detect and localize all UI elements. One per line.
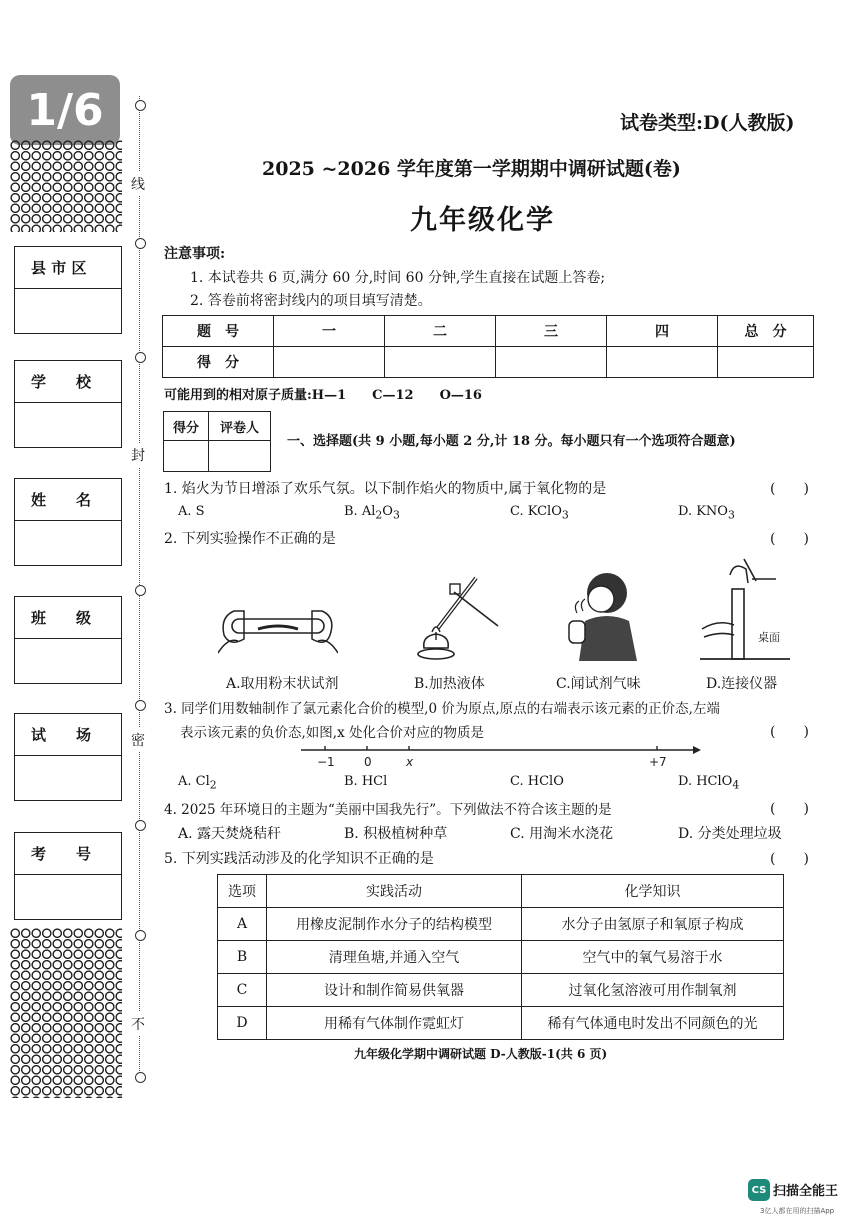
answer-paren: ( ) bbox=[770, 851, 809, 867]
table-cell: 空气中的氧气易溶于水 bbox=[522, 941, 784, 974]
grader-score-cell bbox=[164, 441, 209, 472]
answer-paren: ( ) bbox=[770, 801, 809, 817]
valence-number-line bbox=[295, 744, 705, 770]
desk-label: 桌面 bbox=[758, 631, 780, 644]
axis-label-plus-7: +7 bbox=[649, 755, 667, 769]
scanner-app-name: 扫描全能王 bbox=[773, 1184, 839, 1199]
axis-label-minus-1: −1 bbox=[317, 755, 335, 769]
exam-room-field bbox=[14, 713, 122, 801]
score-table-cell: 四 bbox=[607, 316, 718, 347]
class-field bbox=[14, 596, 122, 684]
question-5-stem: 5. 下列实践活动涉及的化学知识不正确的是 bbox=[164, 851, 434, 867]
practice-knowledge-table bbox=[217, 874, 784, 1040]
score-entry-cell bbox=[718, 347, 814, 378]
table-row bbox=[218, 908, 784, 941]
q3-option-d-text: D. HClO bbox=[678, 774, 733, 789]
class-field-label: 班 级 bbox=[15, 597, 121, 639]
section-1-heading: 一、选择题(共 9 小题,每小题 2 分,计 18 分。每小题只有一个选项符合题意) bbox=[287, 434, 736, 449]
q1-option-b-text-tail: O bbox=[382, 504, 393, 519]
q3-option-b bbox=[344, 774, 387, 789]
school-field bbox=[14, 360, 122, 448]
score-table-header-row bbox=[163, 316, 814, 347]
question-3-stem-line-1: 3. 同学们用数轴制作了氯元素化合价的模型,0 价为原点,原点的右端表示该元素的正价态,左端 bbox=[164, 701, 720, 717]
q1-option-a bbox=[178, 504, 205, 519]
binding-dot-pattern-bottom bbox=[10, 928, 122, 1098]
table-cell: 设计和制作简易供氧器 bbox=[267, 974, 522, 1007]
q2-caption-d: D.连接仪器 bbox=[706, 676, 778, 692]
table-row bbox=[218, 974, 784, 1007]
subscript: 3 bbox=[392, 508, 400, 522]
table-header-cell: 选项 bbox=[218, 875, 267, 908]
notice-item-2: 2. 答卷前将密封线内的项目填写清楚。 bbox=[190, 293, 432, 309]
answer-paren: ( ) bbox=[770, 531, 809, 547]
answer-paren: ( ) bbox=[770, 724, 809, 740]
score-table-cell: 一 bbox=[274, 316, 385, 347]
table-cell: 过氧化氢溶液可用作制氧剂 bbox=[522, 974, 784, 1007]
table-cell: A bbox=[218, 908, 267, 941]
q3-option-c bbox=[510, 774, 564, 789]
axis-label-x: x bbox=[406, 755, 414, 769]
subscript: 3 bbox=[561, 508, 569, 522]
question-4-stem: 4. 2025 年环境日的主题为“美丽中国我先行”。下列做法不符合该主题的是 bbox=[164, 802, 612, 818]
q3-option-a-text: A. Cl bbox=[178, 774, 210, 789]
grader-reviewer-label: 评卷人 bbox=[209, 412, 271, 441]
score-table-cell: 得 分 bbox=[163, 347, 274, 378]
table-cell: D bbox=[218, 1007, 267, 1040]
score-table-cell: 三 bbox=[496, 316, 607, 347]
q3-option-b-text: B. HCl bbox=[344, 774, 388, 789]
subscript: 2 bbox=[209, 778, 217, 792]
q4-option-c: C. 用淘米水浇花 bbox=[510, 826, 614, 842]
seal-dot bbox=[135, 930, 146, 941]
question-3-stem-line-2: 表示该元素的负价态,如图,x 处化合价对应的物质是 bbox=[180, 725, 484, 741]
table-row bbox=[218, 941, 784, 974]
powder-test-tube-illustration bbox=[218, 595, 338, 667]
seal-dot bbox=[135, 585, 146, 596]
notice-item-1: 1. 本试卷共 6 页,满分 60 分,时间 60 分钟,学生直接在试题上答卷; bbox=[190, 270, 606, 286]
table-header-cell: 化学知识 bbox=[522, 875, 784, 908]
page-footer: 九年级化学期中调研试题 D-人教版-1(共 6 页) bbox=[354, 1047, 608, 1061]
seal-char-bu: 不 bbox=[131, 1012, 145, 1036]
q1-option-d-text: D. KNO bbox=[678, 504, 728, 519]
q2-caption-c: C.闻试剂气味 bbox=[556, 676, 641, 692]
seal-dot bbox=[135, 1072, 146, 1083]
q1-option-b-text: B. Al bbox=[344, 504, 376, 519]
score-table-cell: 总 分 bbox=[718, 316, 814, 347]
score-entry-cell bbox=[607, 347, 718, 378]
grader-reviewer-cell bbox=[209, 441, 271, 472]
subscript: 2 bbox=[375, 508, 383, 522]
subject-title: 九年级化学 bbox=[410, 205, 555, 236]
q1-option-c-text: C. KClO bbox=[510, 504, 562, 519]
table-cell: 稀有气体通电时发出不同颜色的光 bbox=[522, 1007, 784, 1040]
answer-paren: ( ) bbox=[770, 481, 809, 497]
q1-option-a-text: A. S bbox=[178, 504, 205, 519]
seal-dot bbox=[135, 238, 146, 249]
connecting-apparatus-illustration bbox=[700, 555, 790, 667]
table-cell: 清理鱼塘,并通入空气 bbox=[267, 941, 522, 974]
score-table-cell: 题 号 bbox=[163, 316, 274, 347]
heating-liquid-illustration bbox=[410, 570, 500, 670]
table-cell: C bbox=[218, 974, 267, 1007]
score-table-cell: 二 bbox=[385, 316, 496, 347]
q2-caption-a: A.取用粉末状试剂 bbox=[226, 676, 339, 692]
table-cell: 用稀有气体制作霓虹灯 bbox=[267, 1007, 522, 1040]
q1-option-c bbox=[510, 504, 569, 522]
table-cell: 用橡皮泥制作水分子的结构模型 bbox=[267, 908, 522, 941]
table-row bbox=[218, 1007, 784, 1040]
subscript: 4 bbox=[732, 778, 740, 792]
page-indicator-badge: 1/6 bbox=[10, 75, 120, 145]
exam-room-field-label: 试 场 bbox=[15, 714, 121, 756]
q3-option-d bbox=[678, 774, 739, 792]
question-1-stem: 1. 焰火为节日增添了欢乐气氛。以下制作焰火的物质中,属于氧化物的是 bbox=[164, 481, 607, 497]
score-entry-cell bbox=[496, 347, 607, 378]
county-field-label: 县 市 区 bbox=[15, 247, 121, 289]
q1-option-b bbox=[344, 504, 400, 522]
name-field bbox=[14, 478, 122, 566]
grader-score-label: 得分 bbox=[164, 412, 209, 441]
score-table bbox=[162, 315, 814, 378]
county-field bbox=[14, 246, 122, 334]
notice-heading: 注意事项: bbox=[164, 246, 226, 262]
seal-dot bbox=[135, 700, 146, 711]
exam-number-field bbox=[14, 832, 122, 920]
scanner-tagline: 3亿人都在用的扫描App bbox=[760, 1207, 835, 1215]
q3-option-a bbox=[178, 774, 217, 792]
score-entry-cell bbox=[274, 347, 385, 378]
q1-option-d bbox=[678, 504, 735, 522]
name-field-label: 姓 名 bbox=[15, 479, 121, 521]
grader-box bbox=[163, 411, 271, 472]
q3-option-c-text: C. HClO bbox=[510, 774, 564, 789]
seal-char-mi: 密 bbox=[131, 728, 145, 752]
subscript: 3 bbox=[727, 508, 735, 522]
table-header-cell: 实践活动 bbox=[267, 875, 522, 908]
question-2-stem: 2. 下列实验操作不正确的是 bbox=[164, 531, 336, 547]
table-cell: 水分子由氢原子和氧原子构成 bbox=[522, 908, 784, 941]
q4-option-d: D. 分类处理垃圾 bbox=[678, 826, 782, 842]
scanner-logo-icon: CS bbox=[748, 1179, 770, 1201]
smelling-reagent-illustration bbox=[555, 565, 645, 665]
binding-dot-pattern-top bbox=[10, 140, 122, 232]
table-cell: B bbox=[218, 941, 267, 974]
paper-type: 试卷类型:D(人教版) bbox=[620, 112, 795, 134]
seal-dot bbox=[135, 820, 146, 831]
seal-dot bbox=[135, 352, 146, 363]
q2-caption-b: B.加热液体 bbox=[414, 676, 485, 692]
score-entry-cell bbox=[385, 347, 496, 378]
score-table-score-row bbox=[163, 347, 814, 378]
atomic-mass-note: 可能用到的相对原子质量:H—1 C—12 O—16 bbox=[164, 388, 482, 403]
school-field-label: 学 校 bbox=[15, 361, 121, 403]
q4-option-b: B. 积极植树种草 bbox=[344, 826, 448, 842]
exam-title: 2025 ~2026 学年度第一学期期中调研试题(卷) bbox=[262, 158, 681, 180]
seal-char-feng: 封 bbox=[131, 443, 145, 467]
table-header-row bbox=[218, 875, 784, 908]
q4-option-a: A. 露天焚烧秸秆 bbox=[178, 826, 282, 842]
seal-dot bbox=[135, 100, 146, 111]
seal-char-xian: 线 bbox=[131, 172, 145, 196]
exam-number-field-label: 考 号 bbox=[15, 833, 121, 875]
axis-label-0: 0 bbox=[364, 755, 372, 769]
